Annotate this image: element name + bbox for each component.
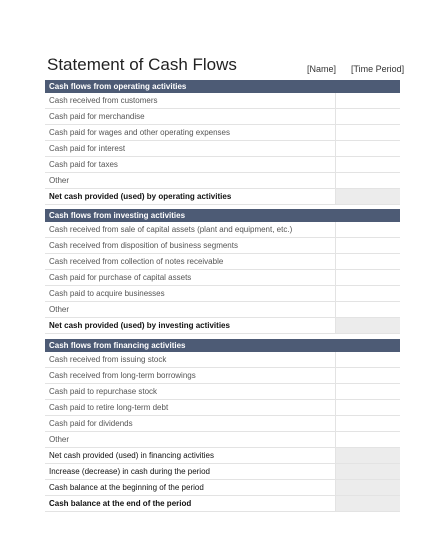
row-label: Cash received from customers [49, 96, 158, 105]
row-label: Cash paid for wages and other operating expenses [49, 128, 231, 137]
amount-cell[interactable] [335, 254, 400, 269]
row-label: Cash paid to retire long-term debt [49, 403, 169, 412]
row-label: Cash received from sale of capital assets (plant and equipment, etc.) [49, 225, 293, 234]
amount-cell[interactable] [335, 400, 400, 415]
row-label: Cash received from collection of notes receivable [49, 257, 224, 266]
table-row [45, 173, 400, 189]
row-label: Cash received from long-term borrowings [49, 371, 196, 380]
amount-cell[interactable] [335, 302, 400, 317]
total-cell[interactable] [335, 464, 400, 479]
amount-cell[interactable] [335, 93, 400, 108]
row-label: Net cash provided (used) by investing activities [49, 321, 230, 330]
amount-cell[interactable] [335, 222, 400, 237]
amount-cell[interactable] [335, 109, 400, 124]
table-row [45, 270, 400, 286]
total-cell[interactable] [335, 448, 400, 463]
row-label: Increase (decrease) in cash during the period [49, 467, 210, 476]
row-label: Net cash provided (used) by operating activities [49, 192, 232, 201]
row-label: Cash paid for taxes [49, 160, 118, 169]
table-row [45, 125, 400, 141]
total-cell[interactable] [335, 318, 400, 333]
amount-cell[interactable] [335, 238, 400, 253]
amount-cell[interactable] [335, 286, 400, 301]
row-label: Cash balance at the end of the period [49, 499, 192, 508]
table-row [45, 141, 400, 157]
financing-heading: Cash flows from financing activities [45, 339, 400, 352]
row-label: Cash paid for merchandise [49, 112, 145, 121]
increase-row [45, 464, 400, 480]
operating-section [45, 80, 400, 205]
row-label: Other [49, 176, 70, 185]
row-label: Cash paid for purchase of capital assets [49, 273, 192, 282]
amount-cell[interactable] [335, 368, 400, 383]
time-period-placeholder[interactable]: [Time Period] [351, 64, 405, 74]
table-row [45, 286, 400, 302]
table-row [45, 93, 400, 109]
table-row [45, 384, 400, 400]
table-row [45, 416, 400, 432]
table-row [45, 222, 400, 238]
ending-balance-row [45, 496, 400, 512]
operating-heading: Cash flows from operating activities [45, 80, 400, 93]
table-row [45, 368, 400, 384]
table-row [45, 432, 400, 448]
table-row [45, 302, 400, 318]
row-label: Cash paid for interest [49, 144, 126, 153]
row-label: Other [49, 305, 70, 314]
amount-cell[interactable] [335, 416, 400, 431]
operating-total-row [45, 189, 400, 205]
amount-cell[interactable] [335, 125, 400, 140]
investing-heading: Cash flows from investing activities [45, 209, 400, 222]
name-placeholder[interactable]: [Name] [307, 64, 337, 74]
table-row [45, 400, 400, 416]
row-label: Net cash provided (used) in financing activities [49, 451, 214, 460]
amount-cell[interactable] [335, 157, 400, 172]
page-title: Statement of Cash Flows [47, 55, 237, 74]
row-label: Cash balance at the beginning of the period [49, 483, 204, 492]
row-label: Other [49, 435, 70, 444]
beginning-balance-row [45, 480, 400, 496]
financing-section [45, 339, 400, 512]
row-label: Cash paid to acquire businesses [49, 289, 165, 298]
investing-total-row [45, 318, 400, 334]
row-label: Cash received from issuing stock [49, 355, 167, 364]
amount-cell[interactable] [335, 141, 400, 156]
total-cell[interactable] [335, 496, 400, 511]
table-row [45, 157, 400, 173]
amount-cell[interactable] [335, 270, 400, 285]
amount-cell[interactable] [335, 432, 400, 447]
table-row [45, 352, 400, 368]
table-row [45, 238, 400, 254]
financing-net-row [45, 448, 400, 464]
amount-cell[interactable] [335, 173, 400, 188]
total-cell[interactable] [335, 480, 400, 495]
amount-cell[interactable] [335, 384, 400, 399]
total-cell[interactable] [335, 189, 400, 204]
amount-cell[interactable] [335, 352, 400, 367]
table-row [45, 254, 400, 270]
row-label: Cash paid to repurchase stock [49, 387, 158, 396]
row-label: Cash paid for dividends [49, 419, 133, 428]
table-row [45, 109, 400, 125]
investing-section [45, 209, 400, 334]
row-label: Cash received from disposition of business segments [49, 241, 238, 250]
